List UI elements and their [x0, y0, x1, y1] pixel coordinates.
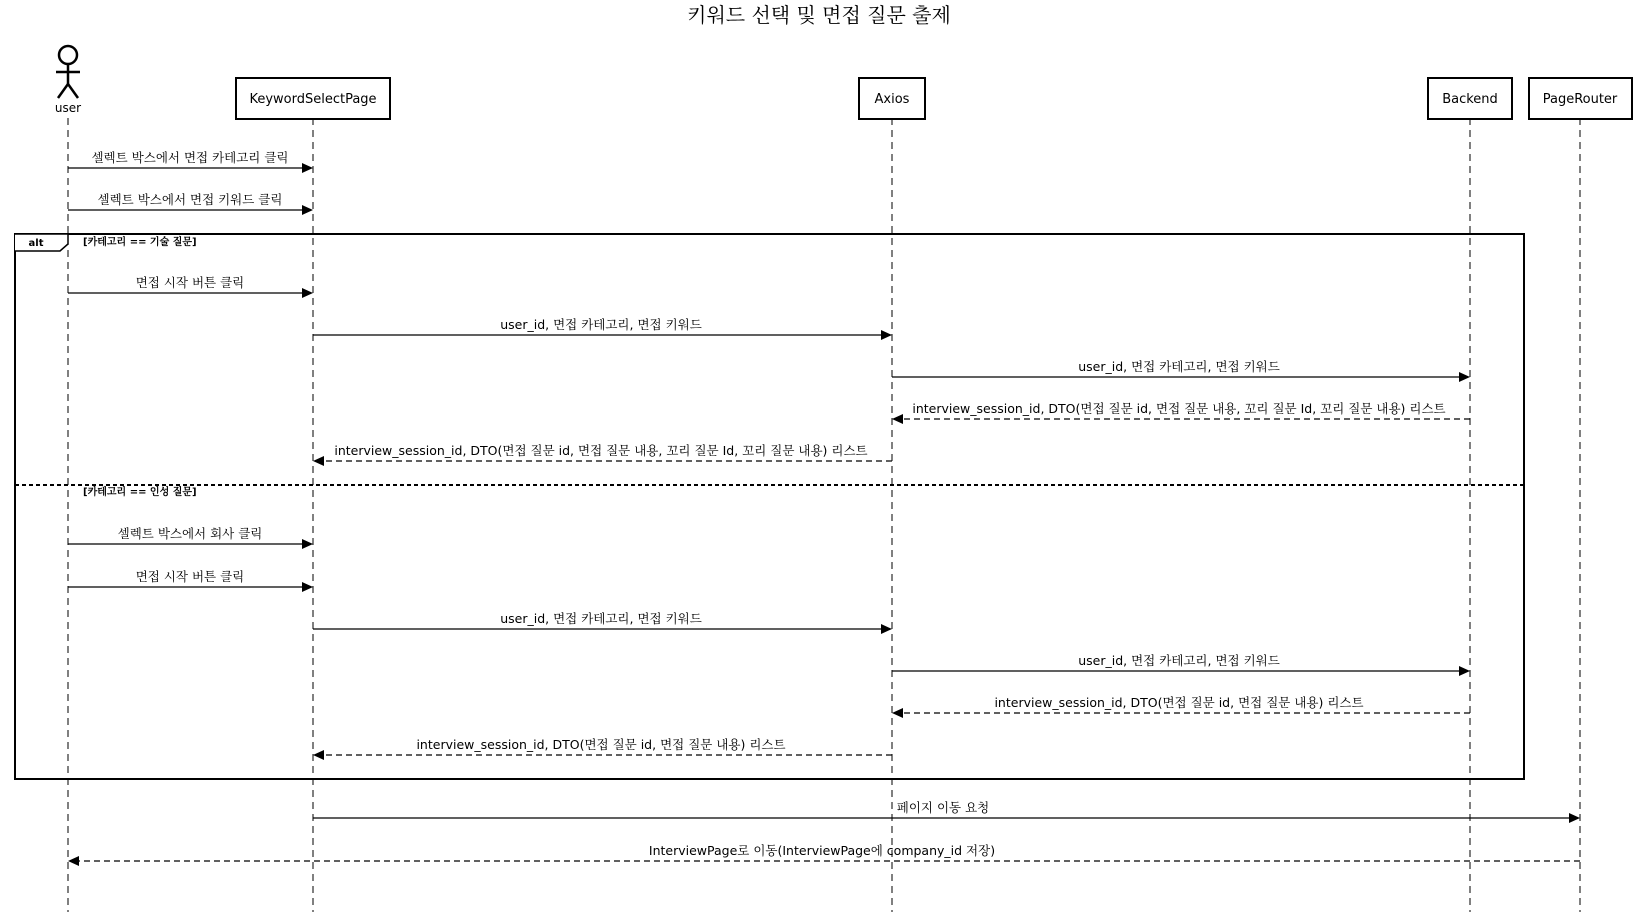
participant-label-keyword-select-page: KeywordSelectPage: [249, 92, 377, 107]
arrowhead: [881, 330, 892, 340]
message-label: 페이지 이동 요청: [896, 800, 990, 815]
message-label: InterviewPage로 이동(InterviewPage에 company_id 저장): [648, 843, 996, 858]
message-label: interview_session_id, DTO(면접 질문 id, 면접 질문 내용) 리스트: [416, 737, 786, 752]
arrowhead: [302, 582, 313, 592]
participant-axios: [859, 78, 925, 119]
actor-user: [55, 46, 81, 115]
message-label: user_id, 면접 카테고리, 면접 키워드: [1078, 359, 1280, 374]
diagram-title: 키워드 선택 및 면접 질문 출제: [687, 3, 951, 27]
arrowhead: [1569, 813, 1580, 823]
participant-page-router: [1529, 78, 1632, 119]
arrowhead: [302, 288, 313, 298]
participant-label-user: user: [54, 101, 82, 115]
arrowhead: [1459, 372, 1470, 382]
arrowhead: [302, 163, 313, 173]
participant-backend: [1428, 78, 1512, 119]
arrowhead: [313, 750, 324, 760]
message-label: 셀렉트 박스에서 면접 키워드 클릭: [97, 192, 283, 207]
alt-operator-label: alt: [28, 238, 44, 249]
alt-guard-technical: [카테고리 == 기술 질문]: [83, 237, 197, 248]
participant-keyword-select-page: [236, 78, 390, 119]
arrowhead: [881, 624, 892, 634]
message-label: 셀렉트 박스에서 면접 카테고리 클릭: [91, 150, 289, 165]
participant-label-axios: Axios: [874, 92, 910, 107]
message-label: interview_session_id, DTO(면접 질문 id, 면접 질문 내용, 꼬리 질문 Id, 꼬리 질문 내용) 리스트: [334, 443, 868, 458]
arrowhead: [892, 708, 903, 718]
message-label: user_id, 면접 카테고리, 면접 키워드: [500, 611, 702, 626]
arrowhead: [1459, 666, 1470, 676]
alt-guard-personality: [카테고리 == 인성 질문]: [83, 487, 197, 498]
arrowhead: [302, 539, 313, 549]
message-label: 셀렉트 박스에서 회사 클릭: [117, 526, 263, 541]
arrowhead: [892, 414, 903, 424]
message-label: 면접 시작 버튼 클릭: [135, 569, 245, 584]
message-label: user_id, 면접 카테고리, 면접 키워드: [500, 317, 702, 332]
participant-label-backend: Backend: [1442, 92, 1498, 107]
message-label: interview_session_id, DTO(면접 질문 id, 면접 질문 내용, 꼬리 질문 Id, 꼬리 질문 내용) 리스트: [912, 401, 1446, 416]
message-label: user_id, 면접 카테고리, 면접 키워드: [1078, 653, 1280, 668]
stick-figure-icon: [56, 46, 80, 98]
message-label: 면접 시작 버튼 클릭: [135, 275, 245, 290]
arrowhead: [302, 205, 313, 215]
arrowhead: [313, 456, 324, 466]
arrowhead: [68, 856, 79, 866]
participant-label-page-router: PageRouter: [1542, 92, 1618, 107]
message-label: interview_session_id, DTO(면접 질문 id, 면접 질문 내용) 리스트: [994, 695, 1364, 710]
